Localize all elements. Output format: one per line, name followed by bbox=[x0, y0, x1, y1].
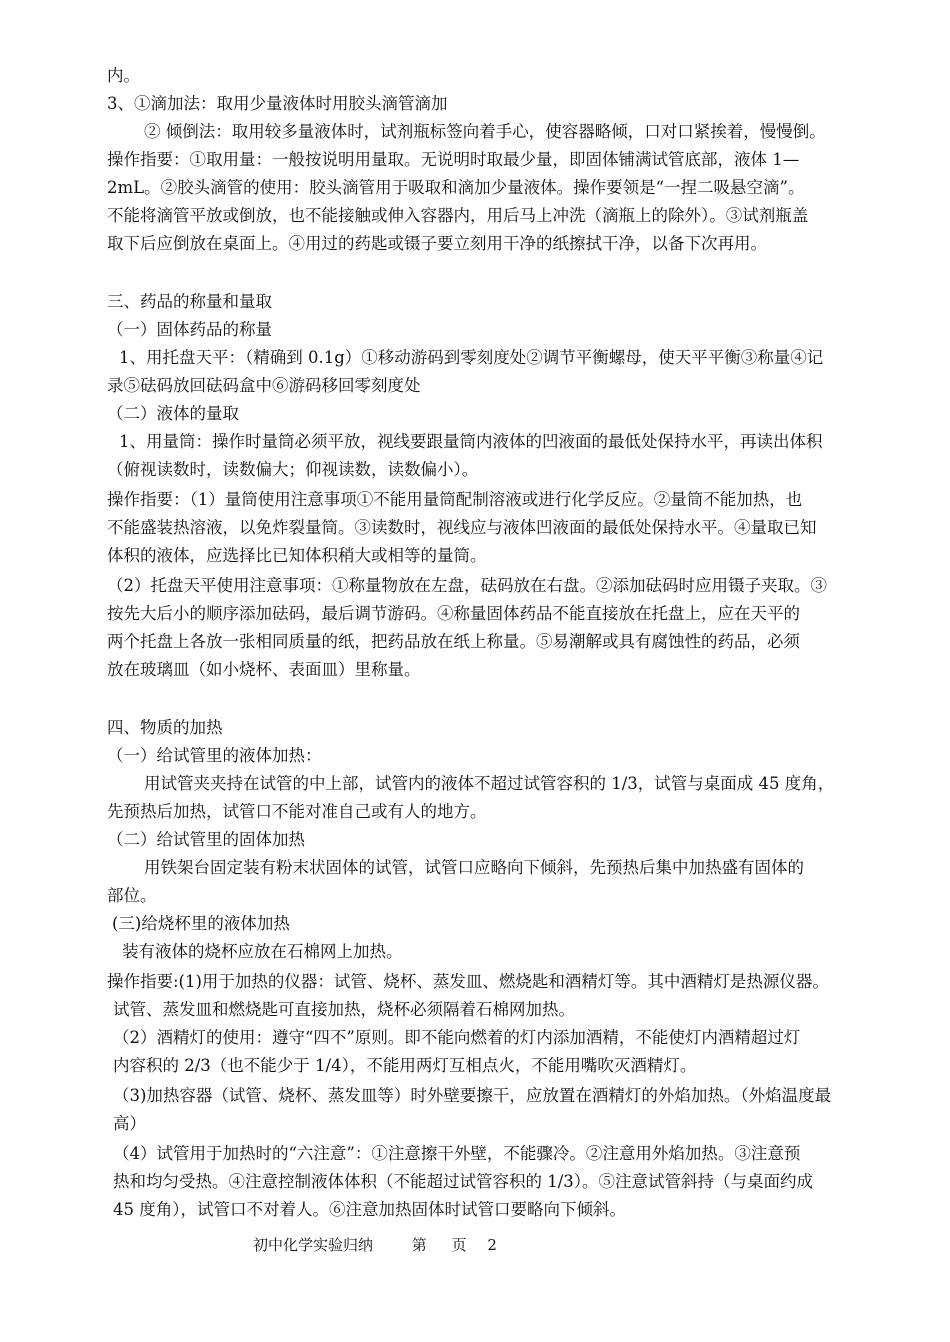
footer-page-number: 2 bbox=[487, 1236, 497, 1254]
text-line: 按先大后小的顺序添加砝码，最后调节游码。④称量固体药品不能直接放在托盘上，应在天平的 bbox=[107, 604, 800, 623]
text-line: （3)加热容器（试管、烧杯、蒸发皿等）时外壁要擦干，应放置在酒精灯的外焰加热。（外焰温度最 bbox=[113, 1086, 832, 1105]
text-line: 高） bbox=[113, 1114, 146, 1133]
text-line: 不能将滴管平放或倒放，也不能接触或伸入容器内，用后马上冲洗（滴瓶上的除外）。③试剂瓶盖 bbox=[107, 206, 809, 225]
footer-page-label: 页 bbox=[451, 1236, 467, 1254]
subsection-heading: （一）固体药品的称量 bbox=[107, 320, 272, 339]
text-line: 内容积的 2/3（也不能少于 1/4），不能用两灯互相点火，不能用嘴吹灭酒精灯。 bbox=[113, 1056, 697, 1075]
text-line: 2mL。②胶头滴管的使用：胶头滴管用于吸取和滴加少量液体。操作要领是“一捏二吸悬空滴”。 bbox=[107, 178, 805, 197]
text-line: 试管、蒸发皿和燃烧匙可直接加热，烧杯必须隔着石棉网加热。 bbox=[113, 1000, 575, 1019]
section-heading: 四、物质的加热 bbox=[107, 718, 223, 737]
text-line: 放在玻璃皿（如小烧杯、表面皿）里称量。 bbox=[107, 660, 421, 679]
text-line: 内。 bbox=[107, 66, 140, 85]
text-line: （2）酒精灯的使用：遵守“四不”原则。即不能向燃着的灯内添加酒精，不能使灯内酒精超过灯 bbox=[113, 1028, 801, 1047]
text-line: 装有液体的烧杯应放在石棉网上加热。 bbox=[122, 942, 403, 961]
subsection-heading: （二）给试管里的固体加热 bbox=[107, 830, 305, 849]
text-line: 体积的液体，应选择比已知体积稍大或相等的量筒。 bbox=[107, 546, 487, 565]
text-line: 45 度角），试管口不对着人。⑥注意加热固体时试管口要略向下倾斜。 bbox=[113, 1200, 626, 1219]
subsection-heading: （二）液体的量取 bbox=[107, 404, 239, 423]
footer-page-label: 第 bbox=[411, 1236, 427, 1254]
text-line: 3、①滴加法：取用少量液体时用胶头滴管滴加 bbox=[107, 94, 448, 113]
footer-title: 初中化学实验归纳 bbox=[253, 1236, 374, 1254]
text-line: （4）试管用于加热时的“六注意”：①注意擦干外壁，不能骤冷。②注意用外焰加热。③注意预 bbox=[113, 1144, 801, 1163]
text-line: 用铁架台固定装有粉末状固体的试管，试管口应略向下倾斜，先预热后集中加热盛有固体的 bbox=[144, 858, 804, 877]
text-line: 用试管夹夹持在试管的中上部，试管内的液体不超过试管容积的 1/3，试管与桌面成 45 度角， bbox=[144, 774, 835, 793]
subsection-heading: （一）给试管里的液体加热： bbox=[107, 746, 322, 765]
text-line: 部位。 bbox=[107, 886, 157, 905]
section-heading: 三、药品的称量和量取 bbox=[107, 292, 272, 311]
text-line: 两个托盘上各放一张相同质量的纸，把药品放在纸上称量。⑤易潮解或具有腐蚀性的药品，必须 bbox=[107, 632, 800, 651]
text-line: 先预热后加热，试管口不能对准自己或有人的地方。 bbox=[107, 802, 487, 821]
text-line: 取下后应倒放在桌面上。④用过的药匙或镊子要立刻用干净的纸擦拭干净，以备下次再用。 bbox=[107, 234, 767, 253]
text-line: （2）托盘天平使用注意事项：①称量物放在左盘，砝码放在右盘。②添加砝码时应用镊子夹取。③ bbox=[107, 576, 827, 595]
text-line: 录⑤砝码放回砝码盒中⑥游码移回零刻度处 bbox=[107, 376, 421, 395]
text-line: 操作指要：①取用量：一般按说明用量取。无说明时取最少量，即固体铺满试管底部，液体 1— bbox=[107, 150, 800, 169]
subsection-heading: (三)给烧杯里的液体加热 bbox=[112, 914, 290, 933]
text-line: 热和均匀受热。④注意控制液体体积（不能超过试管容积的 1/3）。⑤注意试管斜持（与桌面约成 bbox=[113, 1172, 814, 1191]
text-line: 操作指要:(1)用于加热的仪器：试管、烧杯、蒸发皿、燃烧匙和酒精灯等。其中酒精灯是热源仪器。 bbox=[107, 972, 829, 991]
text-line: 1、用量筒：操作时量筒必须平放，视线要跟量筒内液体的凹液面的最低处保持水平，再读出体积 bbox=[119, 432, 823, 451]
text-line: 1、用托盘天平：（精确到 0.1g）①移动游码到零刻度处②调节平衡螺母，使天平平衡③称量④记 bbox=[119, 348, 824, 367]
page-footer bbox=[253, 1234, 497, 1255]
text-line: ② 倾倒法：取用较多量液体时，试剂瓶标签向着手心，使容器略倾，口对口紧挨着，慢慢倒。 bbox=[144, 122, 826, 141]
text-line: （俯视读数时，读数偏大；仰视读数，读数偏小）。 bbox=[107, 460, 479, 479]
text-line: 不能盛装热溶液，以免炸裂量筒。③读数时，视线应与液体凹液面的最低处保持水平。④量取已知 bbox=[107, 518, 817, 537]
text-line: 操作指要：（1）量筒使用注意事项①不能用量筒配制溶液或进行化学反应。②量筒不能加热，也 bbox=[107, 490, 803, 509]
